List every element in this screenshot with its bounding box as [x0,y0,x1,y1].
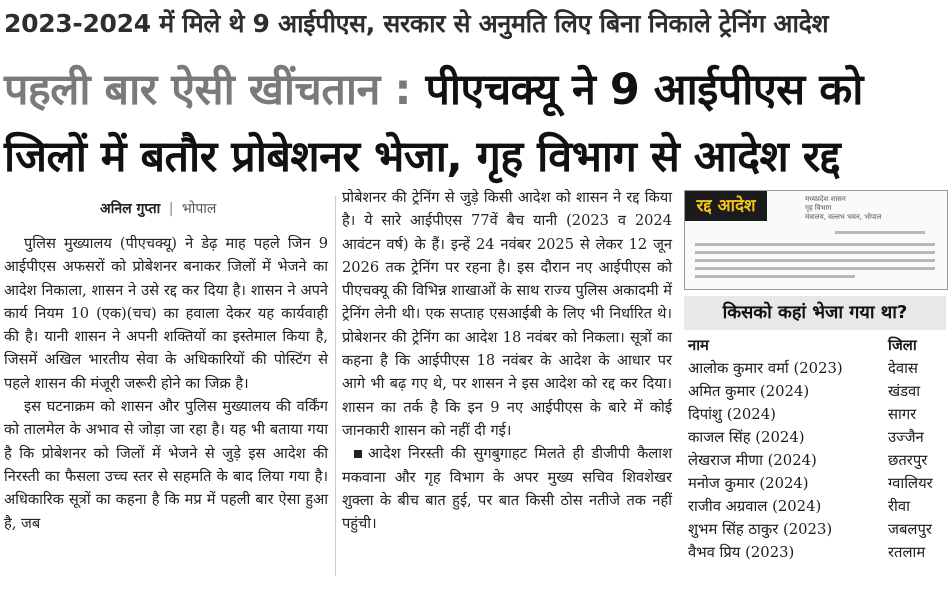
officer-name: लेखराज मीणा (2024) [688,452,817,469]
byline-separator: | [168,201,174,217]
table-row [688,495,948,518]
cancelled-order-image [684,190,948,290]
dateline-place: भोपाल [181,201,217,217]
table-row [688,357,948,380]
bullet-square-icon [354,450,362,458]
paragraph-text: आदेश निरस्ती की सुगबुगाहट मिलते ही डीजीपी कैलाश मकवाना और गृह विभाग के अपर मुख्य सचिव शिवशेखर शुक्ला के बीच बात हुई, पर बात किसी ठोस नतीजे तक नहीं पहुंची। [342,445,672,533]
headline-line-1 [0,54,950,126]
district: सागर [888,406,917,423]
district: जबलपुर [888,521,932,538]
kicker-headline: 2023-2024 में मिले थे 9 आईपीएस, सरकार से अनुमति लिए बिना निकाले ट्रेनिंग आदेश [4,9,829,38]
district: देवास [888,360,918,377]
article-column-1 [4,232,328,535]
document-line [835,231,925,234]
officer-name: अमित कुमार (2024) [688,383,810,400]
document-line [695,259,935,262]
officer-name: राजीव अग्रवाल (2024) [688,498,822,515]
column-header-district: जिला [888,337,917,354]
document-line [695,251,935,254]
table-row [688,541,948,564]
table-row [688,449,948,472]
sidebar-question: किसको कहां भेजा गया था? [684,296,946,330]
byline [100,196,216,222]
posting-table [688,334,948,564]
table-row [688,472,948,495]
paragraph: प्रोबेशनर की ट्रेनिंग से जुड़े किसी आदेश को शासन ने रद्द किया है। ये सारे आईपीएस 77वें बैच यानी (2023 व 2024 आवंटन वर्ष) के हैं। इन्हें 24 नवंबर 2025 से लेकर 12 जून 2026 तक ट्रेनिंग पर रहना है। इस दौरान नए आईपीएस को पीएचक्यू की विभिन्न शाखाओं के साथ राज्य पुलिस अकादमी में ट्रेनिंग लेनी थी। एक सप्ताह एसआईबी के लिए भी निर्धारित थे। प्रोबेशनर की ट्रेनिंग का आदेश 18 नवंबर को निकला। सूत्रों का कहना है कि आईपीएस 18 नवंबर के आदेश के आधार पर आगे भी बढ़ गए थे, पर शासन ने इस आदेश को रद्द कर दिया। शासन का तर्क है कि इन 9 नए आईपीएस के बारे में कोई जानकारी शासन को नहीं दी गई। [342,189,672,439]
column-divider [335,196,336,576]
article-column-2 [342,186,672,535]
document-line [695,275,855,278]
district: उज्जैन [888,429,924,446]
officer-name: मनोज कुमार (2024) [688,475,809,492]
paragraph-bulleted [342,442,672,535]
district: खंडवा [888,383,921,400]
author-name: अनिल गुप्ता [100,201,161,217]
table-row [688,403,948,426]
column-header-name: नाम [688,337,709,354]
district: ग्वालियर [888,475,933,492]
officer-name: वैभव प्रिय (2023) [688,544,795,561]
headline-lead: पहली बार ऐसी खींचतान : [4,65,412,115]
table-row [688,518,948,541]
officer-name: दिपांशु (2024) [688,406,776,423]
table-row [688,426,948,449]
table-row [688,380,948,403]
table-header [688,334,948,357]
document-line [695,267,935,270]
headline-line-2: जिलों में बतौर प्रोबेशनर भेजा, गृह विभाग से आदेश रद्द [4,132,841,182]
cancelled-order-tag: रद्द आदेश [685,191,767,221]
document-line [695,243,935,246]
officer-name: काजल सिंह (2024) [688,429,805,446]
officer-name: शुभम सिंह ठाकुर (2023) [688,521,833,538]
paragraph: पुलिस मुख्यालय (पीएचक्यू) ने डेढ़ माह पहले जिन 9 आईपीएस अफसरों को प्रोबेशनर बनाकर जिलों में भेजने का आदेश निकाला, शासन ने उसे रद्द कर दिया है। शासन ने अपने कार्य नियम 10 (एक)(चच) का हवाला देकर यह कार्यवाही की है। यानी शासन ने अपनी शक्तियों का इस्तेमाल किया है, जिसमें अखिल भारतीय सेवा के अधिकारियों की पोस्टिंग से पहले शासन की मंजूरी जरूरी होने का जिक्र है। [4,235,328,392]
document-letterhead: मध्यप्रदेश शासन गृह विभाग मंत्रालय, वल्लभ भवन, भोपाल [805,195,882,221]
headline-line1-rest: पीएचक्यू ने 9 आईपीएस को [425,65,863,115]
district: रीवा [888,498,910,515]
paragraph: इस घटनाक्रम को शासन और पुलिस मुख्यालय की वर्किंग को तालमेल के अभाव से जोड़ा जा रहा है। यह भी बताया गया है कि प्रोबेशनर को जिलों में भेजने से जुड़े इस आदेश की निरस्ती का फैसला उच्च स्तर से सहमति के बाद लिया गया है। अधिकारिक सूत्रों का कहना है कि मप्र में पहली बार ऐसा हुआ है, जब [4,398,328,532]
officer-name: आलोक कुमार वर्मा (2023) [688,360,843,377]
district: छतरपुर [888,452,928,469]
district: रतलाम [888,544,926,561]
